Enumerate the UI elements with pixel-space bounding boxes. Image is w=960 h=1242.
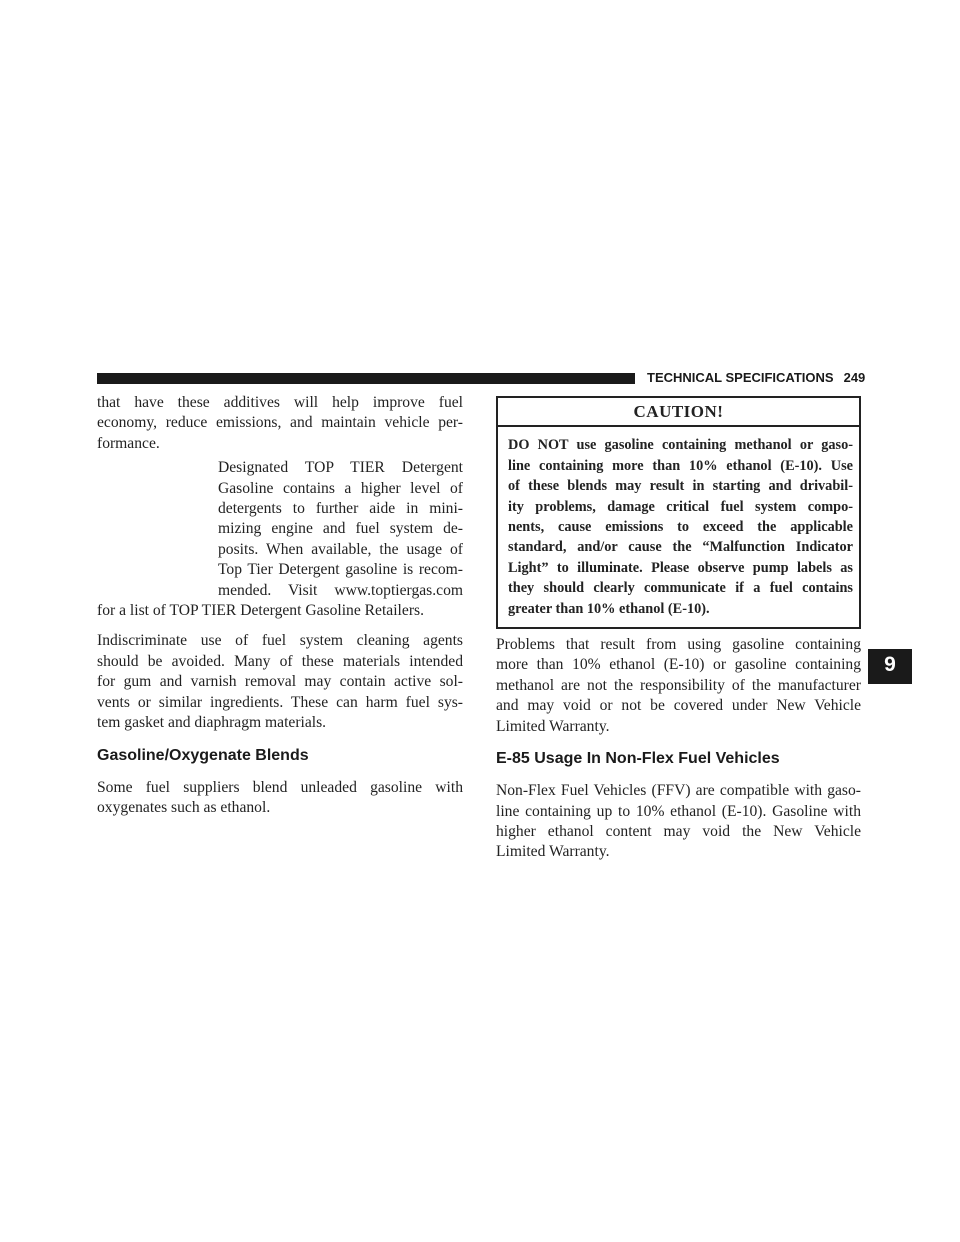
paragraph-cleaning-agents <box>97 631 463 733</box>
text-line: Designated TOP TIER Detergent <box>218 459 463 477</box>
text-line: more than 10% ethanol (E-10) or gasoline containing <box>496 656 861 674</box>
text-line: ity problems, damage critical fuel system compo- <box>508 498 853 515</box>
text-line: standard, and/or cause the “Malfunction Indicator <box>508 539 853 556</box>
text-line: Indiscriminate use of fuel system cleaning agents <box>97 632 463 650</box>
text-line: higher ethanol content may void the New Vehicle <box>496 822 861 840</box>
text-line: for a list of TOP TIER Detergent Gasoline Retailers. <box>97 602 424 620</box>
left-column <box>97 393 463 818</box>
caution-body <box>498 427 859 627</box>
text-line: greater than 10% ethanol (E-10). <box>508 600 710 617</box>
text-line: tem gasket and diaphragm materials. <box>97 714 327 732</box>
text-line: mizing engine and fuel system de- <box>218 520 463 538</box>
text-line: detergents to further aide in mini- <box>218 500 463 518</box>
text-line: mended. Visit www.toptiergas.com <box>218 581 463 599</box>
running-header <box>647 370 865 385</box>
heading-e85-usage: E-85 Usage In Non-Flex Fuel Vehicles <box>496 750 780 768</box>
text-line: they should clearly communicate if a fuel contains <box>508 580 853 597</box>
text-line: methanol are not the responsibility of the manufacturer <box>496 676 861 694</box>
page-number: 249 <box>843 370 866 385</box>
paragraph-top-tier <box>97 458 463 601</box>
paragraph-problems <box>496 635 861 737</box>
text-line: Top Tier Detergent gasoline is recom- <box>218 561 463 579</box>
text-line: economy, reduce emissions, and maintain vehicle per- <box>97 414 463 432</box>
caution-box <box>496 396 861 629</box>
text-line: Problems that result from using gasoline containing <box>496 636 861 654</box>
text-line: Light” to illuminate. Please observe pump labels as <box>508 559 853 576</box>
text-line: DO NOT use gasoline containing methanol or gaso- <box>508 437 853 454</box>
paragraph-additives <box>97 393 463 454</box>
right-column <box>496 396 861 863</box>
text-line: and may void or not be covered under New Vehicle <box>496 697 861 715</box>
caution-title: CAUTION! <box>498 398 859 427</box>
text-line: that have these additives will help improve fuel <box>97 394 463 411</box>
text-line: of these blends may result in starting and drivabil- <box>508 478 853 495</box>
text-line: Non-Flex Fuel Vehicles (FFV) are compatible with gaso- <box>496 782 861 800</box>
section-title: TECHNICAL SPECIFICATIONS <box>647 370 834 385</box>
text-line: Limited Warranty. <box>496 717 610 735</box>
text-line: formance. <box>97 434 160 452</box>
text-line: Some fuel suppliers blend unleaded gasoline with <box>97 778 463 796</box>
heading-oxygenate-blends: Gasoline/Oxygenate Blends <box>97 746 309 764</box>
text-line: should be avoided. Many of these materials intended <box>97 652 463 670</box>
paragraph-oxygenates <box>97 778 463 819</box>
chapter-tab: 9 <box>868 649 912 684</box>
text-line: for gum and varnish removal may contain active sol- <box>97 673 463 691</box>
paragraph-top-tier-tail <box>97 601 463 621</box>
text-line: posits. When available, the usage of <box>218 540 463 558</box>
text-line: oxygenates such as ethanol. <box>97 798 271 816</box>
text-line: Limited Warranty. <box>496 843 610 861</box>
header-rule <box>97 373 635 384</box>
paragraph-non-flex <box>496 781 861 863</box>
text-line: line containing more than 10% ethanol (E-10). Use <box>508 457 853 474</box>
text-line: nents, cause emissions to exceed the applicable <box>508 519 853 536</box>
text-line: Gasoline contains a higher level of <box>218 479 463 497</box>
text-line: vents or similar ingredients. These can harm fuel sys- <box>97 693 463 711</box>
text-line: line containing up to 10% ethanol (E-10). Gasoline with <box>496 802 861 820</box>
